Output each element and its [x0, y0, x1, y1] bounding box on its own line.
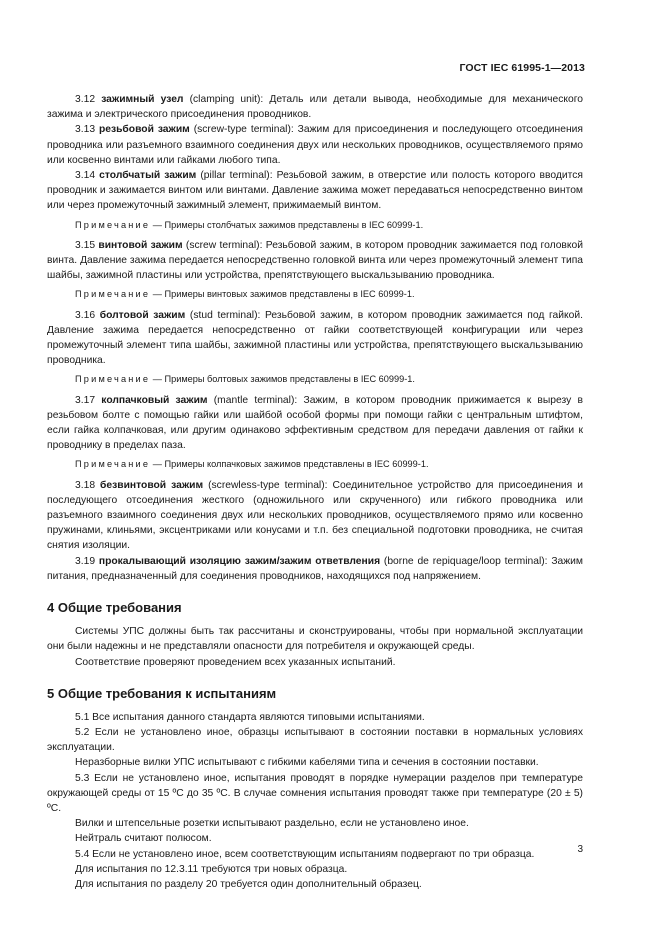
term-3-19	[47, 554, 583, 584]
term-number: 3.19	[75, 555, 96, 567]
section-4-paragraph: Соответствие проверяют проведением всех указанных испытаний.	[75, 656, 396, 668]
section-5-paragraph: Для испытания по 12.3.11 требуются три новых образца.	[75, 863, 348, 875]
term-number: 3.13	[75, 124, 96, 136]
term-3-13	[47, 122, 583, 168]
note-text: — Примеры болтовых зажимов представлены в IEC 60999-1.	[150, 374, 415, 385]
note-label: Примечание	[75, 289, 151, 300]
section-5-paragraph: Неразборные вилки УПС испытывают с гибкими кабелями типа и сечения в состоянии поставки.	[75, 757, 539, 769]
section-5-paragraph: 5.4 Если не установлено иное, всем соответствующим испытаниям подвергают по три образца.	[75, 848, 535, 860]
term-definition: (clamping unit): Деталь или детали вывода, необходимые для механического зажима и электрического присоединения проводников.	[47, 94, 583, 121]
term-name: зажимный узел	[101, 94, 184, 105]
term-3-16	[47, 308, 583, 369]
term-name: резьбовой зажим	[98, 124, 190, 136]
term-name: болтовой зажим	[99, 309, 186, 321]
note-label: Примечание	[75, 219, 151, 230]
term-definition: (stud terminal): Резьбовой зажим, в котором проводник зажимается под гайкой. Давление зажима передается непосредственно от гайки соответствующей конфигурации или через промежуточный элемент типа шайбы, зажимной пластины или устройства, препятствующего выскальзыванию проводника.	[47, 309, 583, 367]
term-name: столбчатый зажим	[99, 170, 197, 182]
term-3-15	[47, 238, 583, 284]
term-3-17	[47, 393, 583, 454]
note-label: Примечание	[75, 374, 151, 385]
term-definition: (screw terminal): Резьбовой зажим, в котором проводник зажимается под головкой винта. Давление зажима передается непосредственно головкой винта или через промежуточный элемент типа шайбы, зажимной пластины или устройства, препятствующего выскальзыванию проводника.	[47, 239, 583, 282]
term-name: винтовой зажим	[98, 239, 183, 251]
term-definition: (pillar terminal): Резьбовой зажим, в отверстие или полость которого вводится проводник и зажимается винтом или винтами. Давление зажима может передаваться непосредственно винтом или через промежуточный зажимный элемент, прижимаемый винтом.	[47, 170, 583, 212]
term-3-12	[47, 92, 583, 122]
section-5-paragraph: 5.1 Все испытания данного стандарта являются типовыми испытаниями.	[75, 711, 425, 723]
term-number: 3.17	[75, 394, 96, 406]
note-3-16	[47, 372, 583, 387]
note-3-17	[47, 457, 583, 472]
term-3-18	[47, 478, 583, 554]
section-5-paragraph: Нейтраль считают полюсом.	[75, 833, 212, 845]
term-number: 3.18	[75, 479, 96, 491]
term-definition: (screw-type terminal): Зажим для присоединения и последующего отсоединения проводника или разъемного взаимного соединения двух или нескольких проводников, осуществляемого прямо или косвенно винтами или гайками любого типа.	[47, 124, 583, 166]
page-number: 3	[577, 844, 583, 855]
section-5-paragraph: Вилки и штепсельные розетки испытывают раздельно, если не установлено иное.	[75, 818, 469, 830]
note-text: — Примеры колпачковых зажимов представлены в IEC 60999-1.	[150, 459, 429, 470]
term-definition: (mantle terminal): Зажим, в котором проводник прижимается к вырезу в резьбовом болте с помощью гайки или шайбой особой формы при помощи гайки с центральным штифтом, если гайка колпачковая, или другим одинаково эффективным средством для передачи давления от гайки к проводнику в пределах паза.	[47, 394, 583, 452]
section-4-title: 4 Общие требования	[47, 600, 182, 616]
term-number: 3.14	[75, 170, 96, 182]
note-text: — Примеры винтовых зажимов представлены в IEC 60999-1.	[150, 289, 415, 300]
note-label: Примечание	[75, 459, 151, 470]
document-body	[47, 92, 583, 892]
term-number: 3.15	[75, 239, 96, 251]
section-5-title: 5 Общие требования к испытаниям	[47, 685, 277, 701]
note-text: — Примеры столбчатых зажимов представлены в IEC 60999-1.	[150, 219, 424, 230]
note-3-15	[47, 287, 583, 302]
term-definition: (borne de repiquage/loop terminal): Зажим питания, предназначенный для соединения проводников, находящихся под напряжением.	[47, 555, 583, 582]
term-number: 3.12	[75, 94, 96, 105]
section-5-paragraph: 5.3 Если не установлено иное, испытания проводят в порядке нумерации разделов при температуре окружающей среды от 15 ºС до 35 ºС. В случае сомнения испытания проводят также при температуре (20 ± 5) ºС.	[47, 772, 583, 814]
section-5-paragraph: Для испытания по разделу 20 требуется один дополнительный образец.	[75, 878, 422, 890]
term-name: прокалывающий изоляцию зажим/зажим ответвления	[98, 555, 381, 567]
section-5-paragraph: 5.2 Если не установлено иное, образцы испытывают в состоянии поставки в нормальных условиях эксплуатации.	[47, 726, 583, 754]
term-3-14	[47, 168, 583, 214]
term-name: безвинтовой зажим	[100, 479, 204, 491]
term-number: 3.16	[75, 309, 96, 321]
standard-header: ГОСТ IEC 61995-1—2013	[459, 62, 585, 74]
term-name: колпачковый зажим	[101, 394, 208, 406]
section-4-paragraph: Системы УПС должны быть так рассчитаны и сконструированы, чтобы при нормальной эксплуатации они были надежны и не представляли опасности для потребителя и окружающей среды.	[47, 626, 583, 653]
note-3-14	[47, 218, 583, 233]
term-definition: (screwless-type terminal): Соединительное устройство для присоединения и последующего отсоединения жесткого (одножильного или скрученного) или гибкого проводника или разъемного взаимного соединения двух или нескольких проводников, осуществляемого прямо или косвенно пружинами, клиньями, эксцентриками или конусами и т.п. без специальной подготовки проводника, не считая снятия изоляции.	[47, 479, 583, 552]
